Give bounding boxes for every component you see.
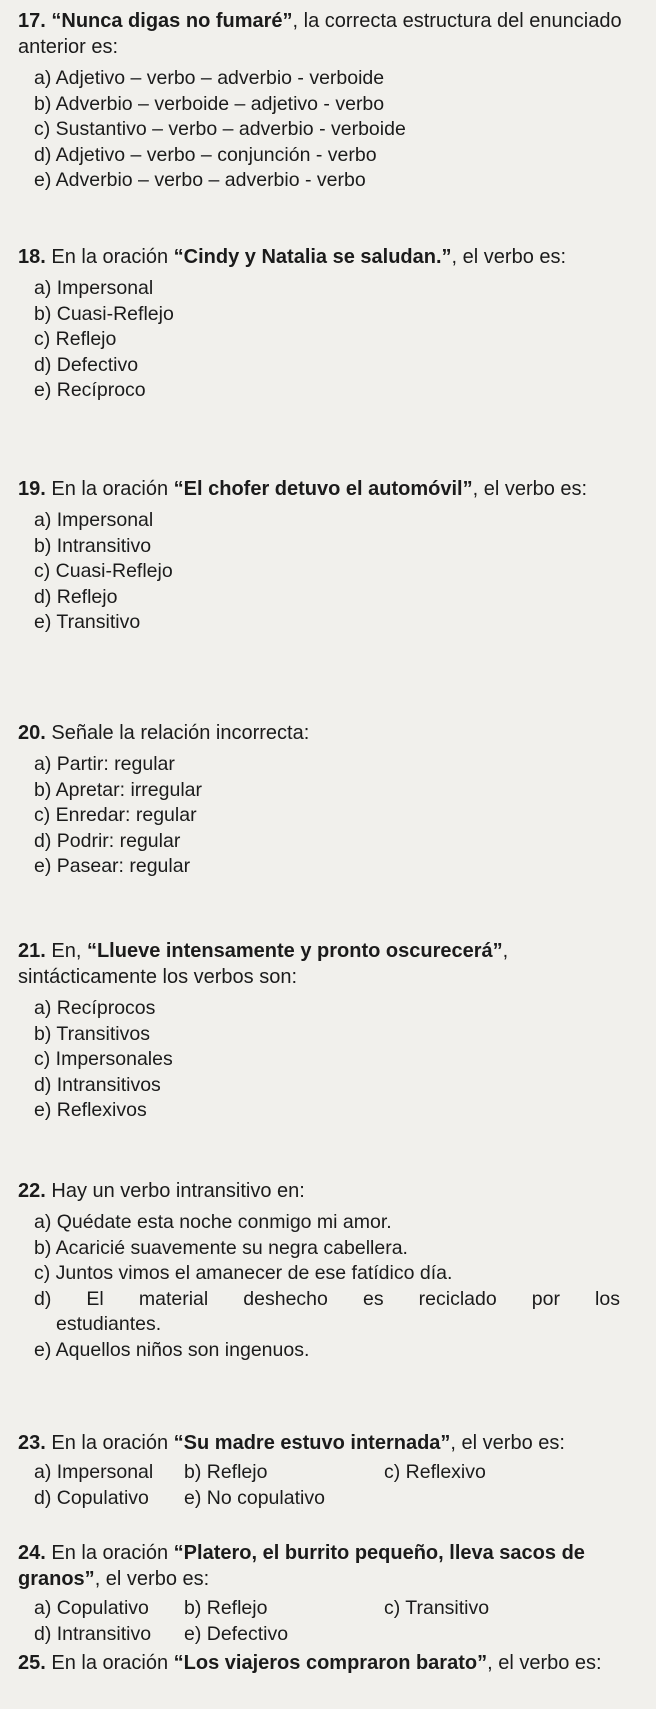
question-number: 21.	[18, 940, 46, 962]
question-text: , el verbo es:	[487, 1652, 602, 1674]
question-stem	[18, 1430, 640, 1456]
option-e[interactable]: e) Recíproco	[34, 379, 146, 401]
option-d-line1: d) El material deshecho es reciclado por los	[34, 1287, 620, 1310]
option-c[interactable]: c) Transitivo	[384, 1597, 490, 1619]
question-text: , el verbo es:	[94, 1568, 210, 1590]
option-e[interactable]: e) Aquellos niños son ingenuos.	[34, 1338, 310, 1361]
question-text-pre: En la oración	[51, 246, 174, 268]
question-stem	[18, 8, 640, 60]
option-c[interactable]: c) Reflexivo	[384, 1461, 486, 1483]
question-text: , el verbo es:	[451, 246, 567, 268]
option-d[interactable]: d) Defectivo	[34, 353, 139, 376]
option-d[interactable]: d) Intransitivo	[34, 1622, 152, 1645]
question-22	[18, 1178, 640, 1363]
option-b[interactable]: b) Cuasi-Reflejo	[34, 302, 174, 325]
option-d-line2: estudiantes.	[56, 1313, 162, 1335]
question-20	[18, 720, 640, 880]
option-grid	[18, 1460, 640, 1511]
question-number: 24.	[18, 1542, 46, 1564]
question-text: , la correcta estructura del enunciado anterior es:	[18, 10, 622, 58]
option-a[interactable]: a) Impersonal	[34, 509, 154, 531]
option-list	[18, 66, 640, 194]
question-number: 18.	[18, 246, 46, 268]
question-text-pre: En la oración	[51, 478, 174, 500]
option-a[interactable]: a) Recíprocos	[34, 997, 156, 1019]
option-b[interactable]: b) Intransitivo	[34, 534, 152, 557]
option-grid	[18, 1596, 640, 1647]
option-b[interactable]: b) Adverbio – verboide – adjetivo - verbo	[34, 92, 385, 115]
question-quote: “Llueve intensamente y pronto oscurecerá”	[86, 940, 503, 962]
option-a[interactable]: a) Quédate esta noche conmigo mi amor.	[34, 1211, 392, 1233]
question-text-pre: En la oración	[51, 1652, 174, 1674]
option-e[interactable]: e) Pasear: regular	[34, 855, 191, 877]
question-quote: “Los viajeros compraron barato”	[173, 1652, 488, 1674]
option-b[interactable]: b) Transitivos	[34, 1022, 150, 1045]
option-e[interactable]: e) Transitivo	[34, 611, 141, 633]
question-text-pre: En la oración	[51, 1542, 174, 1564]
question-stem	[18, 244, 640, 270]
question-quote: “Cindy y Natalia se saludan.”	[173, 246, 452, 268]
question-17	[18, 8, 640, 194]
question-number: 20.	[18, 722, 46, 744]
option-e[interactable]: e) Adverbio – verbo – adverbio - verbo	[34, 169, 366, 191]
question-quote: “El chofer detuvo el automóvil”	[173, 478, 473, 500]
question-stem	[18, 1650, 640, 1676]
question-stem	[18, 476, 640, 502]
option-b[interactable]: b) Reflejo	[184, 1597, 268, 1619]
question-25	[18, 1650, 640, 1676]
option-a[interactable]: a) Impersonal	[34, 1461, 154, 1483]
option-list	[18, 508, 640, 636]
option-d[interactable]: d) Reflejo	[34, 585, 118, 608]
option-e[interactable]: e) No copulativo	[184, 1486, 325, 1509]
option-a[interactable]: a) Copulativo	[34, 1597, 149, 1619]
question-number: 25.	[18, 1652, 46, 1674]
option-d[interactable]: d) Intransitivos	[34, 1073, 161, 1096]
question-19	[18, 476, 640, 636]
question-text: , sintácticamente los verbos son:	[18, 940, 509, 988]
question-text-pre: En la oración	[51, 1432, 174, 1454]
option-d[interactable]: d) Podrir: regular	[34, 829, 181, 852]
option-d[interactable]: d) Copulativo	[34, 1486, 149, 1509]
option-list	[18, 752, 640, 880]
question-text: Hay un verbo intransitivo en:	[51, 1180, 305, 1202]
option-d[interactable]	[34, 1287, 640, 1338]
option-b[interactable]: b) Acaricié suavemente su negra cabellera.	[34, 1236, 408, 1259]
question-number: 22.	[18, 1180, 46, 1202]
question-text-pre: En,	[51, 940, 87, 962]
option-c[interactable]: c) Juntos vimos el amanecer de ese fatídico día.	[34, 1262, 453, 1284]
question-stem	[18, 938, 640, 990]
option-e[interactable]: e) Reflexivos	[34, 1099, 147, 1121]
option-list	[18, 996, 640, 1124]
question-quote: “Platero, el burrito pequeño, lleva sacos de granos”	[18, 1542, 585, 1590]
option-c[interactable]: c) Sustantivo – verbo – adverbio - verboide	[34, 118, 406, 140]
question-number: 17.	[18, 10, 46, 32]
question-23	[18, 1430, 640, 1511]
option-c[interactable]: c) Reflejo	[34, 328, 117, 350]
question-stem	[18, 1540, 640, 1592]
question-stem	[18, 1178, 640, 1204]
option-a[interactable]: a) Impersonal	[34, 277, 154, 299]
option-a[interactable]: a) Adjetivo – verbo – adverbio - verboide	[34, 67, 385, 89]
option-c[interactable]: c) Enredar: regular	[34, 804, 197, 826]
question-number: 19.	[18, 478, 46, 500]
option-list	[18, 1210, 640, 1363]
question-quote: “Nunca digas no fumaré”	[51, 10, 293, 32]
option-d[interactable]: d) Adjetivo – verbo – conjunción - verbo	[34, 143, 377, 166]
question-text: , el verbo es:	[450, 1432, 565, 1454]
question-text: , el verbo es:	[472, 478, 588, 500]
option-e[interactable]: e) Defectivo	[184, 1622, 289, 1645]
question-18	[18, 244, 640, 404]
option-list	[18, 276, 640, 404]
question-24	[18, 1540, 640, 1647]
option-b[interactable]: b) Apretar: irregular	[34, 778, 202, 801]
option-a[interactable]: a) Partir: regular	[34, 753, 175, 775]
question-21	[18, 938, 640, 1124]
option-c[interactable]: c) Cuasi-Reflejo	[34, 560, 173, 582]
question-text: Señale la relación incorrecta:	[51, 722, 310, 744]
option-c[interactable]: c) Impersonales	[34, 1048, 173, 1070]
question-quote: “Su madre estuvo internada”	[173, 1432, 451, 1454]
question-number: 23.	[18, 1432, 46, 1454]
option-b[interactable]: b) Reflejo	[184, 1461, 268, 1483]
question-stem	[18, 720, 640, 746]
